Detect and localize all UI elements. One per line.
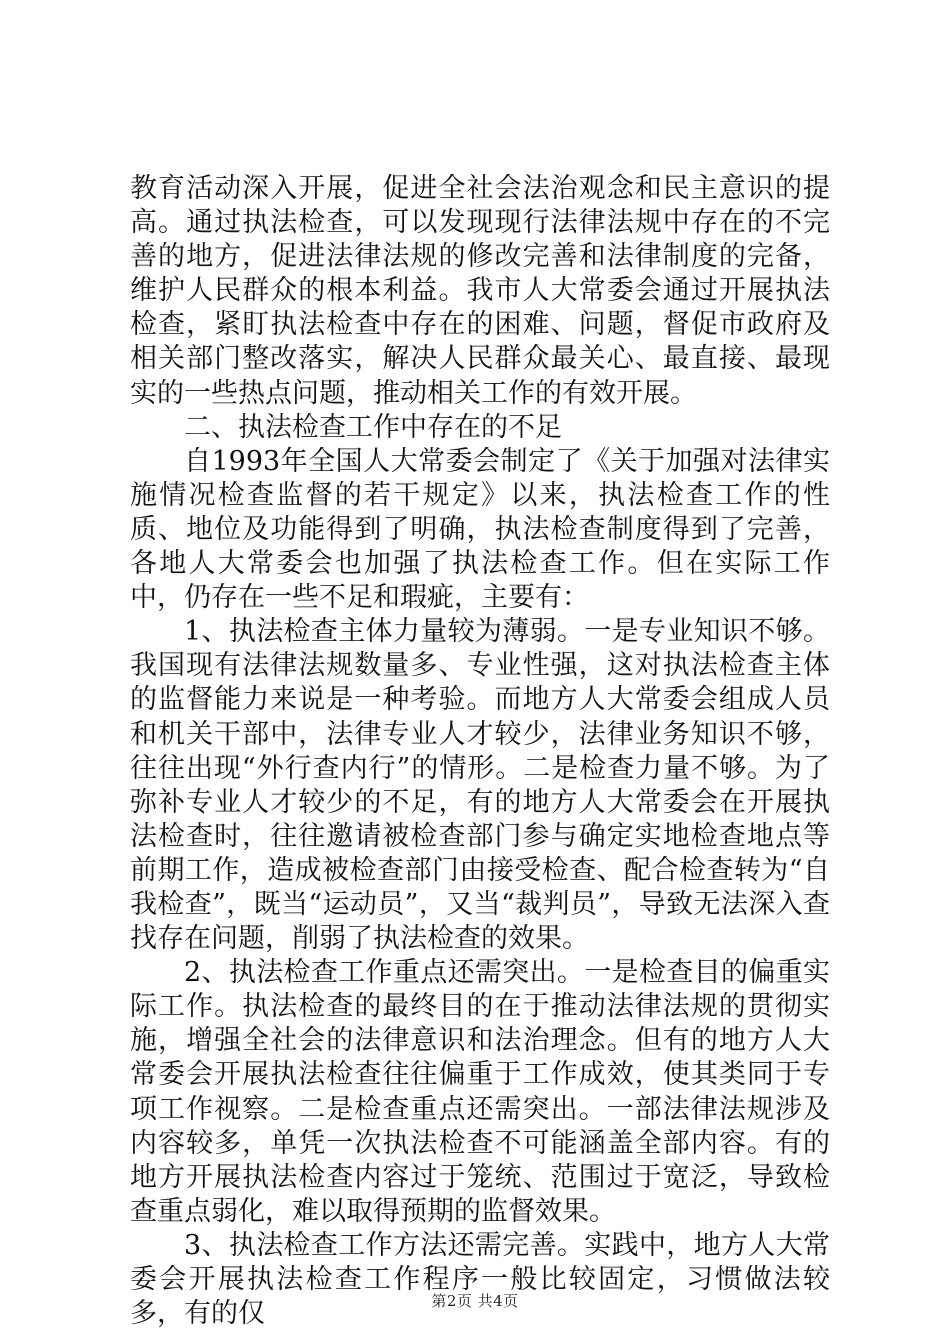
paragraph-background: 自1993年全国人大常委会制定了《关于加强对法律实施情况检查监督的若干规定》以来，执法检查工作的性质、地位及功能得到了明确，执法检查制度得到了完善，各地人大常委会也加强了执法检查工作。但在实际工作中，仍存在一些不足和瑕疵，主要有： bbox=[130, 445, 830, 614]
document-body bbox=[130, 172, 830, 1331]
paragraph-point-3: 3、执法检查工作方法还需完善。实践中，地方人大常委会开展执法检查工作程序一般比较固定，习惯做法较多，有的仅 bbox=[130, 1229, 830, 1330]
paragraph-point-1: 1、执法检查主体力量较为薄弱。一是专业知识不够。我国现有法律法规数量多、专业性强，这对执法检查主体的监督能力来说是一种考验。而地方人大常委会组成人员和机关干部中，法律专业人才较少，法律业务知识不够，往往出现“外行查内行”的情形。二是检查力量不够。为了弥补专业人才较少的不足，有的地方人大常委会在开展执法检查时，往往邀请被检查部门参与确定实地检查地点等前期工作，造成被检查部门由接受检查、配合检查转为“自我检查”，既当“运动员”，又当“裁判员”，导致无法深入查找存在问题，削弱了执法检查的效果。 bbox=[130, 616, 830, 955]
page-number-footer: 第2页 共4页 bbox=[431, 1292, 519, 1310]
section-heading: 二、执法检查工作中存在的不足 bbox=[184, 411, 562, 443]
paragraph-point-2: 2、执法检查工作重点还需突出。一是检查目的偏重实际工作。执法检查的最终目的在于推动法律法规的贯彻实施，增强全社会的法律意识和法治理念。但有的地方人大常委会开展执法检查往往偏重于工作成效，使其类同于专项工作视察。二是检查重点还需突出。一部法律法规涉及内容较多，单凭一次执法检查不可能涵盖全部内容。有的地方开展执法检查内容过于笼统、范围过于宽泛，导致检查重点弱化，难以取得预期的监督效果。 bbox=[130, 957, 830, 1227]
paragraph-intro: 教育活动深入开展，促进全社会法治观念和民主意识的提高。通过执法检查，可以发现现行法律法规中存在的不完善的地方，促进法律法规的修改完善和法律制度的完备，维护人民群众的根本利益。我市人大常委会通过开展执法检查，紧盯执法检查中存在的困难、问题，督促市政府及相关部门整改落实，解决人民群众最关心、最直接、最现实的一些热点问题，推动相关工作的有效开展。 bbox=[130, 173, 830, 409]
